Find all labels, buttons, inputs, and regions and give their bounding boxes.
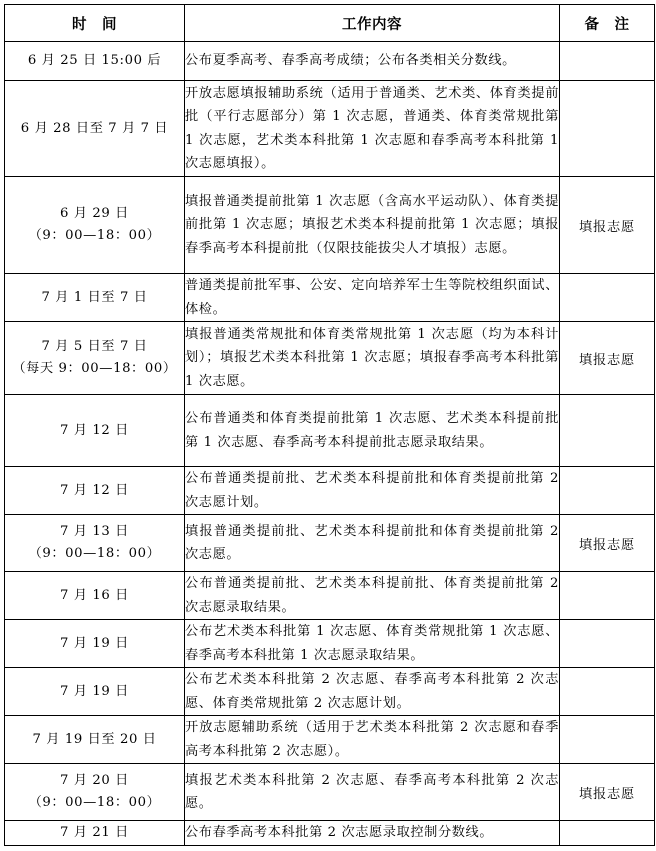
note-cell: [560, 620, 655, 668]
time-text: 7 月 19 日至 20 日: [32, 731, 157, 747]
note-cell: [560, 821, 655, 846]
time-cell: [5, 81, 185, 177]
note-cell: 填报志愿: [560, 322, 655, 395]
time-text: 7 月 1 日至 7 日: [41, 289, 148, 305]
table-row: [5, 572, 655, 620]
table-row: [5, 515, 655, 572]
content-cell: 公布普通类和体育类提前批第 1 次志愿、艺术类本科提前批第 1 次志愿、春季高考本科提前批志愿录取结果。: [185, 395, 560, 467]
note-cell: 填报志愿: [560, 177, 655, 274]
content-cell: 开放志愿辅助系统（适用于艺术类本科批第 2 次志愿和春季高考本科批第 2 次志愿）。: [185, 716, 560, 764]
time-text: （9：00—18：00）: [28, 228, 161, 243]
time-cell: [5, 620, 185, 668]
note-cell: [560, 81, 655, 177]
content-cell: 公布艺术类本科批第 2 次志愿、春季高考本科批第 2 次志愿、体育类常规批第 2 次志愿计划。: [185, 668, 560, 716]
time-cell: [5, 274, 185, 322]
time-text: （9：00—18：00）: [28, 795, 161, 810]
table-row: [5, 395, 655, 467]
time-text: 7 月 16 日: [60, 587, 129, 603]
content-cell: 公布普通类提前批、艺术类本科提前批、体育类提前批第 2 次志愿录取结果。: [185, 572, 560, 620]
content-cell: 公布艺术类本科批第 1 次志愿、体育类常规批第 1 次志愿、春季高考本科批第 1 次志愿录取结果。: [185, 620, 560, 668]
table-row: [5, 620, 655, 668]
time-text: 6 月 28 日至 7 月 7 日: [20, 120, 169, 136]
table-row: [5, 668, 655, 716]
content-cell: 公布春季高考本科批第 2 次志愿录取控制分数线。: [185, 821, 560, 846]
time-cell: [5, 42, 185, 81]
time-text: 7 月 12 日: [60, 422, 129, 438]
content-cell: 公布夏季高考、春季高考成绩；公布各类相关分数线。: [185, 42, 560, 81]
admission-schedule-table: [4, 4, 655, 846]
time-text: （9：00—18：00）: [28, 546, 161, 561]
note-cell: [560, 572, 655, 620]
content-cell: 填报艺术类本科批第 2 次志愿、春季高考本科批第 2 次志愿。: [185, 764, 560, 821]
time-text: 7 月 20 日: [60, 773, 129, 788]
header-time: 时 间: [5, 5, 185, 42]
time-cell: [5, 716, 185, 764]
note-cell: [560, 668, 655, 716]
time-text: 7 月 21 日: [60, 825, 129, 840]
content-cell: 公布普通类提前批、艺术类本科提前批和体育类提前批第 2 次志愿计划。: [185, 467, 560, 515]
note-cell: 填报志愿: [560, 764, 655, 821]
time-cell: [5, 764, 185, 821]
note-cell: [560, 274, 655, 322]
time-cell: [5, 821, 185, 846]
time-text: 7 月 19 日: [60, 683, 129, 699]
note-cell: [560, 42, 655, 81]
time-text: 6 月 25 日 15:00 后: [27, 53, 162, 68]
table-row: [5, 764, 655, 821]
note-cell: [560, 467, 655, 515]
time-cell: [5, 467, 185, 515]
table-row: [5, 81, 655, 177]
table-header-row: [5, 5, 655, 42]
note-cell: [560, 395, 655, 467]
time-cell: [5, 395, 185, 467]
time-text: （每天 9：00—18：00）: [12, 361, 177, 376]
time-cell: [5, 572, 185, 620]
header-note: 备 注: [560, 5, 655, 42]
note-cell: 填报志愿: [560, 515, 655, 572]
table-row: [5, 322, 655, 395]
time-text: 7 月 13 日: [60, 524, 129, 539]
content-cell: 填报普通类提前批、艺术类本科提前批和体育类提前批第 2 次志愿。: [185, 515, 560, 572]
table-row: [5, 467, 655, 515]
time-text: 6 月 29 日: [60, 206, 129, 221]
header-content: 工作内容: [185, 5, 560, 42]
table-row: [5, 821, 655, 846]
time-cell: [5, 177, 185, 274]
content-cell: 填报普通类常规批和体育类常规批第 1 次志愿（均为本科计划）；填报艺术类本科批第 1 次志愿；填报春季高考本科批第 1 次志愿。: [185, 322, 560, 395]
content-cell: 填报普通类提前批第 1 次志愿（含高水平运动队）、体育类提前批第 1 次志愿；填报艺术类本科提前批第 1 次志愿；填报春季高考本科提前批（仅限技能拔尖人才填报）志愿。: [185, 177, 560, 274]
note-cell: [560, 716, 655, 764]
time-cell: [5, 515, 185, 572]
time-text: 7 月 5 日至 7 日: [41, 339, 148, 354]
time-text: 7 月 12 日: [60, 482, 129, 498]
table-row: [5, 716, 655, 764]
time-text: 7 月 19 日: [60, 635, 129, 651]
content-cell: 普通类提前批军事、公安、定向培养军士生等院校组织面试、体检。: [185, 274, 560, 322]
content-cell: 开放志愿填报辅助系统（适用于普通类、艺术类、体育类提前批（平行志愿部分）第 1 次志愿，普通类、体育类常规批第 1 次志愿，艺术类本科批第 1 次志愿和春季高考本科批第 1 次志愿填报）。: [185, 81, 560, 177]
time-cell: [5, 322, 185, 395]
table-row: [5, 42, 655, 81]
time-cell: [5, 668, 185, 716]
table-row: [5, 177, 655, 274]
table-row: [5, 274, 655, 322]
